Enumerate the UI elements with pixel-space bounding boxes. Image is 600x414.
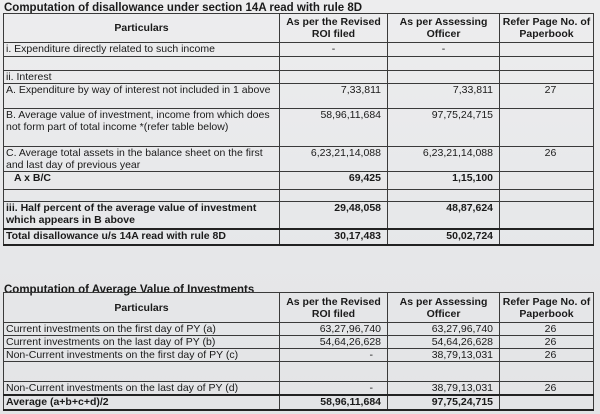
ref-page: 27 <box>500 84 594 109</box>
header-particulars: Particulars <box>4 293 280 323</box>
row-label: A x B/C <box>4 172 280 190</box>
ref-page <box>500 229 594 245</box>
ref-page <box>500 43 594 57</box>
ref-page <box>500 71 594 84</box>
disallowance-title: Computation of disallowance under section 14A read with rule 8D <box>4 2 363 14</box>
revised-value: 58,96,11,684 <box>280 395 388 410</box>
ao-value: 54,64,26,628 <box>388 336 500 349</box>
row-label: Non-Current investments on the first day of PY (c) <box>4 349 280 362</box>
ao-value: 50,02,724 <box>388 229 500 245</box>
revised-value: - <box>280 43 388 57</box>
row-label: A. Expenditure by way of interest not included in 1 above <box>4 84 280 109</box>
revised-value: 58,96,11,684 <box>280 109 388 147</box>
disallowance-header-row <box>4 14 594 43</box>
revised-value: 6,23,21,14,088 <box>280 147 388 172</box>
ref-page <box>500 109 594 147</box>
row-label: Non-Current investments on the last day of PY (d) <box>4 382 280 396</box>
disallowance-table <box>3 13 594 246</box>
header-refer-page: Refer Page No. of Paperbook <box>500 293 594 323</box>
table-row <box>4 336 594 349</box>
table-row <box>4 172 594 190</box>
row-label: ii. Interest <box>4 71 280 84</box>
revised-value: 63,27,96,740 <box>280 323 388 336</box>
header-revised-roi: As per the Revised ROI filed <box>280 14 388 43</box>
table-row-spacer <box>4 362 594 382</box>
ref-page <box>500 202 594 229</box>
ref-page: 26 <box>500 336 594 349</box>
ao-value: 97,75,24,715 <box>388 109 500 147</box>
table-row-total <box>4 395 594 410</box>
revised-value: 29,48,058 <box>280 202 388 229</box>
row-label: Current investments on the first day of PY (a) <box>4 323 280 336</box>
ao-value: 6,23,21,14,088 <box>388 147 500 172</box>
ao-value: - <box>388 43 500 57</box>
row-label: B. Average value of investment, income from which does not form part of total income *(refer table below) <box>4 109 280 147</box>
header-assessing-officer: As per Assessing Officer <box>388 293 500 323</box>
table-row <box>4 349 594 362</box>
ao-value: 48,87,624 <box>388 202 500 229</box>
row-label: iii. Half percent of the average value of investment which appears in B above <box>4 202 280 229</box>
ref-page: 26 <box>500 323 594 336</box>
ao-value: 97,75,24,715 <box>388 395 500 410</box>
investments-header-row <box>4 293 594 323</box>
revised-value <box>280 71 388 84</box>
table-row-spacer <box>4 57 594 71</box>
table-row <box>4 109 594 147</box>
ref-page: 26 <box>500 147 594 172</box>
ao-value: 7,33,811 <box>388 84 500 109</box>
header-particulars: Particulars <box>4 14 280 43</box>
table-row-total <box>4 229 594 245</box>
row-label: Average (a+b+c+d)/2 <box>4 395 280 410</box>
row-label: i. Expenditure directly related to such income <box>4 43 280 57</box>
table-row <box>4 323 594 336</box>
investments-table <box>3 292 594 411</box>
row-label: Current investments on the last day of PY (b) <box>4 336 280 349</box>
ao-value <box>388 71 500 84</box>
ao-value: 63,27,96,740 <box>388 323 500 336</box>
table-row <box>4 84 594 109</box>
revised-value: - <box>280 382 388 396</box>
row-label: Total disallowance u/s 14A read with rule 8D <box>4 229 280 245</box>
header-revised-roi: As per the Revised ROI filed <box>280 293 388 323</box>
investments-title: Computation of Average Value of Investments <box>4 284 255 296</box>
ao-value: 1,15,100 <box>388 172 500 190</box>
header-assessing-officer: As per Assessing Officer <box>388 14 500 43</box>
ref-page: 26 <box>500 382 594 396</box>
table-row <box>4 147 594 172</box>
table-row <box>4 382 594 396</box>
ref-page: 26 <box>500 349 594 362</box>
table-row <box>4 202 594 229</box>
table-row-spacer <box>4 190 594 202</box>
revised-value: 69,425 <box>280 172 388 190</box>
row-label: C. Average total assets in the balance sheet on the first and last day of previous year <box>4 147 280 172</box>
ref-page <box>500 395 594 410</box>
table-row <box>4 43 594 57</box>
ref-page <box>500 172 594 190</box>
revised-value: 30,17,483 <box>280 229 388 245</box>
header-refer-page: Refer Page No. of Paperbook <box>500 14 594 43</box>
table-row <box>4 71 594 84</box>
revised-value: 7,33,811 <box>280 84 388 109</box>
revised-value: - <box>280 349 388 362</box>
ao-value: 38,79,13,031 <box>388 382 500 396</box>
revised-value: 54,64,26,628 <box>280 336 388 349</box>
ao-value: 38,79,13,031 <box>388 349 500 362</box>
